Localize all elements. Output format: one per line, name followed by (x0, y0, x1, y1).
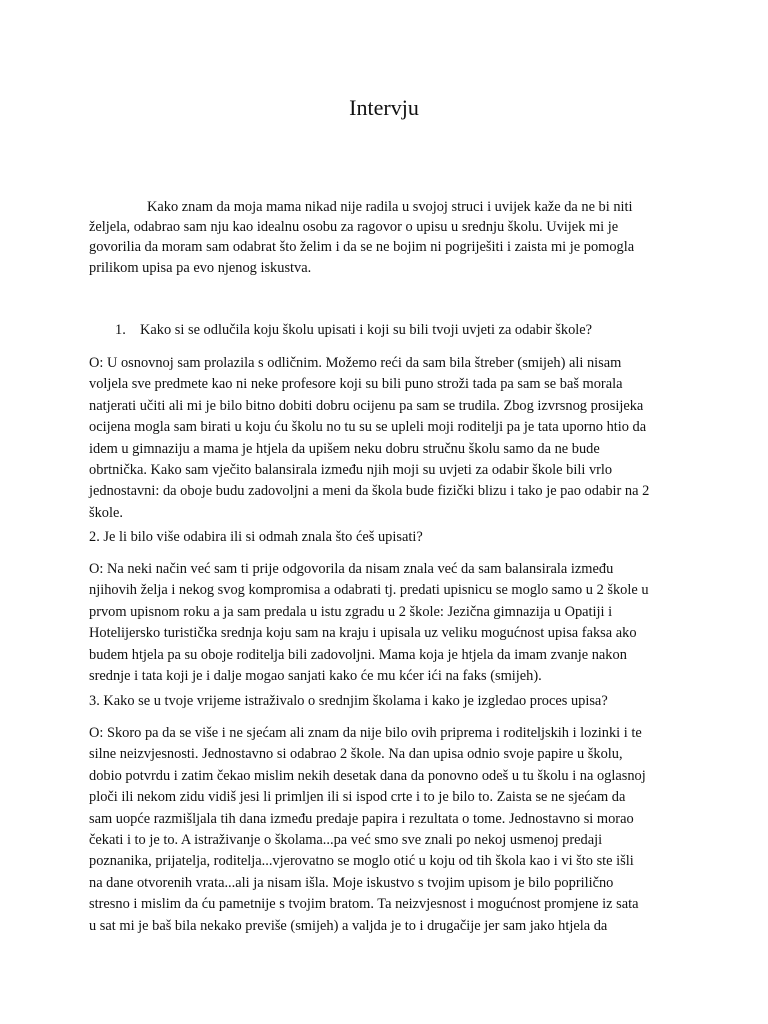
answer-line: na dane otvorenih vrata...ali ja nisam išla. Moje iskustvo s tvojim upisom je bilo poprilično (89, 874, 614, 891)
answer-line: ploči ili nekom zidu vidiš jesi li primljen ili si ispod crte i to je bilo to. Zaista se ne sjećam da (89, 789, 626, 806)
answer-line: O: U osnovnoj sam prolazila s odličnim. Možemo reći da sam bila štreber (smijeh) ali nisam (89, 355, 622, 371)
answer-line: srednje i tata koji je i dalje mogao sanjati kako će mu kćer ići na faks (smijeh). (89, 668, 542, 685)
question-1 (115, 320, 592, 340)
question-text: Kako si se odlučila koju školu upisati i koji su bili tvoji uvjeti za odabir škole? (140, 322, 593, 338)
answer-line: u sat mi je baš bila nekako previše (smijeh) a valjda je to i drugačije jer sam jako htjela da (89, 917, 608, 934)
answer-line: Hotelijersko turistička srednja koju sam na kraju i upisala uz veliku mogućnost upisa faksa ako (89, 625, 637, 642)
answer-line: dobio potvrdu i zatim čekao mislim nekih desetak dana da ponovno odeš u tu školu i na oglasnoj (89, 767, 646, 784)
intro-line: prilikom upisa pa evo njenog iskustva. (89, 259, 312, 276)
question-3: 3. Kako se u tvoje vrijeme istraživalo o srednjim školama i kako je izgledao proces upisa? (89, 693, 608, 709)
answer-line: silne neizvjesnosti. Jednostavno si odabrao 2 škole. Na dan upisa odnio svoje papire u školu, (89, 746, 623, 763)
answer-2 (89, 559, 679, 687)
answer-line: ocijena mogla sam birati u koju ću školu no tu su se upleli moji roditelji pa je tata uporno htio da (89, 419, 647, 436)
answer-line: O: Skoro pa da se više i ne sjećam ali znam da nije bilo ovih priprema i roditeljskih i lozinki i te (89, 725, 642, 741)
answer-line: njihovih želja i nekog svog kompromisa a odabrati tj. predati upisnicu se moglo samo u 2 škole u (89, 582, 649, 599)
answer-line: poznanika, prijatelja, roditelja...vjerovatno se moglo otić u koju od tih škola kao i vi što ste išli (89, 853, 634, 870)
answer-line: čekati i to je to. A istraživanje o školama...pa već smo sve znali po nekoj usmenoj predaji (89, 832, 603, 849)
answer-line: škole. (89, 504, 123, 521)
question-number: 1. (115, 322, 126, 338)
intro-line: Kako znam da moja mama nikad nije radila u svojoj struci i uvijek kaže da ne bi niti (147, 199, 633, 215)
question-2: 2. Je li bilo više odabira ili si odmah znala što ćeš upisati? (89, 529, 423, 545)
answer-line: idem u gimnaziju a mama je htjela da upišem neku dobru stručnu školu samo da ne bude (89, 440, 600, 457)
answer-line: O: Na neki način već sam ti prije odgovorila da nisam znala već da sam balansirala između (89, 561, 614, 577)
intro-line: željela, odabrao sam nju kao idealnu osobu za ragovor o upisu u srednju školu. Uvijek mi je (89, 219, 619, 236)
answer-line: sam uopće razmišljala tih dana između predaje papira i rezultata o tome. Jednostavno si morao (89, 810, 634, 827)
answer-3 (89, 723, 679, 937)
answer-line: prvom upisnom roku a ja sam predala u istu zgradu u 2 škole: Jezična gimnazija u Opatiji i (89, 603, 613, 620)
answer-line: voljela sve predmete kao ni neke profesore koji su bili puno stroži tada pa sam se baš morala (89, 376, 623, 393)
intro-line: govorilia da moram sam odabrat što želim i da se ne bojim ni pogriješiti i zaista mi je pomogla (89, 239, 635, 256)
answer-1 (89, 353, 679, 524)
intro-paragraph (89, 197, 679, 278)
document-title: Intervju (349, 95, 419, 120)
answer-line: natjerati učiti ali mi je bilo bitno dobiti dobru ocijenu pa sam se trudila. Zbog izvrsnog prosijeka (89, 397, 644, 414)
answer-line: obrtnička. Kako sam vječito balansirala između njih moji su uvjeti za odabir škole bili vrlo (89, 462, 613, 479)
answer-line: budem htjela pa su oboje roditelja bili zadovoljni. Mama koja je htjela da imam zvanje nakon (89, 646, 627, 663)
answer-line: stresno i mislim da ću pametnije s tvojim bratom. Ta neizvjesnost i mogućnost promjene iz sata (89, 896, 639, 913)
answer-line: jednostavni: da oboje budu zadovoljni a meni da škola bude fizički blizu i tako je pao odabir na 2 (89, 483, 650, 500)
